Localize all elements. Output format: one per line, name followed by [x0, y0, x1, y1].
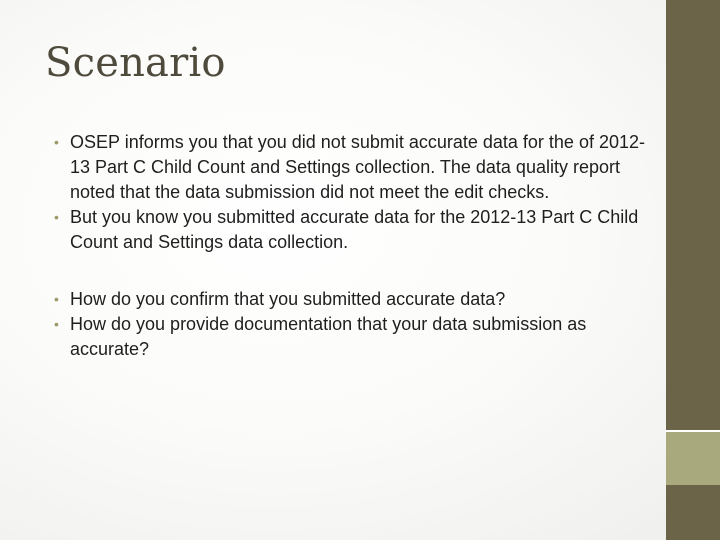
bullet-text: How do you confirm that you submitted accurate data?	[70, 289, 506, 309]
bullet-item	[54, 130, 654, 205]
bullet-icon: •	[54, 209, 59, 225]
sidebar-accent-dark	[666, 0, 720, 432]
bullet-icon: •	[54, 316, 59, 332]
sidebar-accent-light	[666, 432, 720, 485]
bullet-text: OSEP informs you that you did not submit accurate data for the of 2012-13 Part C Child Count and Settings collection. The data quality report noted that the data submission did not meet the edit checks.	[70, 132, 645, 202]
bullet-text: But you know you submitted accurate data for the 2012-13 Part C Child Count and Settings data collection.	[70, 207, 639, 252]
bullet-item	[54, 205, 654, 255]
bullet-item	[54, 312, 654, 362]
slide-title: Scenario	[45, 40, 226, 86]
bullet-item	[54, 287, 654, 312]
bullet-list	[54, 130, 654, 362]
bullet-spacer	[54, 255, 654, 287]
bullet-text: How do you provide documentation that your data submission as accurate?	[70, 314, 587, 359]
bullet-icon: •	[54, 291, 59, 307]
sidebar-accent-bottom	[666, 485, 720, 540]
bullet-icon: •	[54, 134, 59, 150]
